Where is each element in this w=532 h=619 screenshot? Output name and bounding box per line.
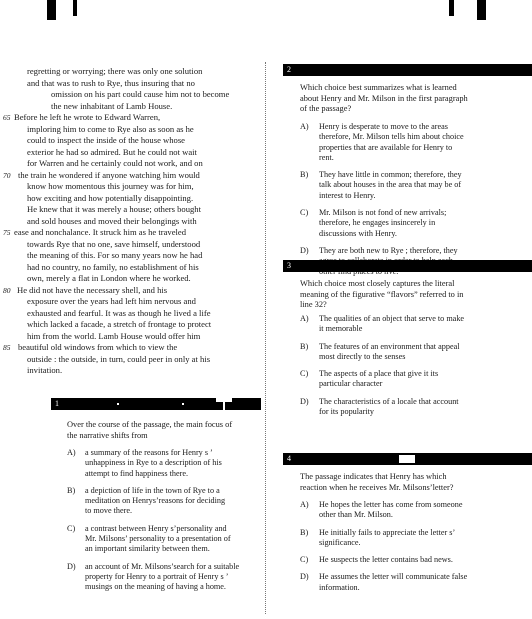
choice-text: Henry is desperate to move to the areas (319, 122, 448, 131)
passage-line (0, 296, 268, 308)
answer-choice-c[interactable] (300, 555, 515, 565)
answer-choice-c[interactable] (67, 524, 265, 555)
choice-text: The features of an environment that appeal (319, 341, 460, 351)
choice-text: talk about houses in the area that may be of (319, 180, 462, 190)
passage (0, 66, 268, 377)
choice-text: an account of Mr. Milsons’search for a suitable (85, 561, 240, 571)
line-number: 65 (3, 113, 11, 122)
question-number: 3 (287, 261, 291, 270)
passage-line (0, 101, 268, 113)
line-number: 70 (3, 170, 11, 180)
answer-choice-a[interactable] (300, 500, 515, 521)
choice-letter: D) (300, 396, 309, 406)
question-4-header (283, 453, 532, 465)
crop-mark (449, 0, 454, 16)
choice-letter: D) (67, 561, 76, 571)
crop-mark (477, 0, 486, 20)
choice-text: a summary of the reasons for Henry s ’ (85, 448, 213, 457)
passage-text: the new inhabitant of Lamb House. (51, 100, 173, 111)
passage-line (0, 319, 268, 331)
choice-text: property for Henry to a portrait of Henry s ’ (85, 571, 229, 581)
choice-text: He hopes the letter has come from someone (319, 500, 463, 509)
passage-line (0, 78, 268, 90)
choice-text: interest to Henry. (319, 190, 376, 200)
answer-choice-b[interactable] (300, 528, 515, 549)
passage-text: know how momentous this journey was for him, (27, 181, 194, 191)
choice-text: The characteristics of a locale that account (319, 396, 459, 406)
choice-text: They have little in common; therefore, they (319, 170, 462, 180)
question-number: 2 (287, 65, 291, 74)
choice-text: particular character (319, 379, 383, 389)
passage-line (0, 239, 268, 251)
choice-text: it memorable (319, 324, 363, 334)
choice-text: He suspects the letter contains bad news. (319, 555, 453, 565)
line-number: 85 (3, 343, 11, 352)
passage-text: towards Rye that no one, save himself, understood (27, 238, 201, 249)
choice-letter: D) (300, 572, 309, 582)
stem-line: of the passage? (300, 104, 352, 113)
answer-choice-a[interactable] (300, 314, 515, 335)
choice-text: significance. (319, 537, 361, 547)
answer-choice-b[interactable] (300, 170, 515, 201)
question-1-header (51, 398, 261, 410)
passage-line (0, 112, 268, 124)
choice-letter: B) (300, 341, 309, 351)
stem-line: The passage indicates that Henry has which (300, 472, 447, 481)
passage-text: and that was to rush to Rye, thus insuring that no (27, 77, 195, 88)
answer-choice-d[interactable] (300, 397, 515, 418)
choice-text: He initially fails to appreciate the letter s’ (319, 527, 456, 537)
choice-text: a contrast between Henry s’personality and (85, 523, 227, 533)
passage-text: how exciting and how potentially disappointing. (27, 192, 194, 203)
passage-text: invitation. (27, 365, 63, 375)
choice-text: discussions with Henry. (319, 228, 397, 238)
question-number: 4 (287, 454, 291, 463)
passage-text: outside : the outside, in turn, could peer in only at his (27, 353, 211, 364)
choice-text: other than Mr. Milson. (319, 510, 393, 520)
choice-text: attempt to find happiness there. (85, 468, 188, 478)
passage-line (0, 342, 268, 354)
choice-text: most directly to the senses (319, 351, 406, 361)
answer-choice-a[interactable] (300, 122, 515, 163)
passage-line (0, 181, 268, 193)
passage-line (0, 354, 268, 366)
answer-choice-c[interactable] (300, 208, 515, 239)
passage-text: the train he wondered if anyone watching him would (18, 169, 200, 180)
passage-line (0, 124, 268, 136)
passage-text: own, merely a flat in London where he worked. (27, 273, 191, 283)
passage-line (0, 331, 268, 343)
passage-text: Before he left he wrote to Edward Warren, (14, 112, 161, 122)
passage-line (0, 204, 268, 216)
passage-line (0, 135, 268, 147)
choice-text: to move there. (85, 506, 133, 516)
passage-line (0, 227, 268, 239)
passage-text: could to inspect the inside of the house whose (27, 135, 185, 145)
crop-mark (73, 0, 77, 16)
passage-line (0, 158, 268, 170)
stem-line: Which choice most closely captures the literal (300, 279, 455, 288)
choice-text: therefore, Mr. Milson tells him about choice (319, 132, 464, 142)
stem-line: Over the course of the passage, the main focus of (67, 420, 233, 429)
answer-choice-c[interactable] (300, 369, 515, 390)
passage-line (0, 250, 268, 262)
stem-line: reaction when he receives Mr. Milsons’letter? (300, 482, 454, 492)
choice-letter: C) (300, 555, 309, 565)
choice-text: information. (319, 582, 360, 592)
answer-choice-d[interactable] (67, 562, 265, 593)
passage-line (0, 66, 268, 78)
passage-line (0, 285, 268, 297)
choice-letter: A) (300, 122, 309, 131)
passage-text: him from the world. Lamb House would offer him (27, 330, 201, 341)
passage-text: which lacked a facade, a stretch of frontage to protect (27, 319, 212, 329)
choice-text: The aspects of a place that give it its (319, 369, 439, 379)
passage-text: had no country, no family, no establishment of his (27, 261, 199, 272)
choice-letter: A) (300, 314, 309, 323)
passage-text: and sold houses and moved their belongings with (27, 215, 197, 226)
question-1-stem (67, 420, 262, 441)
passage-line (0, 147, 268, 159)
passage-text: exterior he had so admired. But he could not wait (27, 146, 197, 157)
stem-line: meaning of the figurative “flavors” referred to in (300, 289, 464, 299)
choice-letter: A) (300, 500, 309, 509)
question-4-choices (300, 500, 515, 600)
passage-line (0, 308, 268, 320)
choice-text: properties that are available for Henry to (319, 142, 453, 152)
passage-text: the meaning of this. For so many years now he had (27, 250, 203, 260)
choice-text: They are both new to Rye ; therefore, they (319, 245, 458, 255)
choice-text: The qualities of an object that serve to make (319, 314, 465, 323)
passage-line (0, 262, 268, 274)
choice-text: musings on the meaning of having a home. (85, 582, 226, 592)
choice-text: meditation on Henrys’reasons for deciding (85, 496, 226, 506)
passage-line (0, 273, 268, 285)
answer-choice-a[interactable] (67, 448, 265, 479)
choice-text: for its popularity (319, 407, 375, 417)
passage-line (0, 89, 268, 101)
passage-line (0, 193, 268, 205)
choice-letter: B) (300, 527, 309, 537)
stem-line: Which choice best summarizes what is learned (300, 83, 457, 92)
passage-line (0, 216, 268, 228)
line-number: 80 (3, 285, 11, 295)
answer-choice-d[interactable] (300, 572, 515, 593)
passage-text: exhausted and fearful. It was as though he lived a life (27, 307, 211, 318)
choice-text: He assumes the letter will communicate false (319, 572, 468, 582)
stem-line: about Henry and Mr. Milson in the first paragraph (300, 93, 468, 103)
passage-text: regretting or worrying; there was only one solution (27, 66, 203, 76)
choice-text: rent. (319, 152, 334, 162)
choice-text: therefore, he engages insincerely in (319, 218, 436, 228)
choice-letter: C) (300, 369, 309, 379)
passage-text: exposure over the years had left him nervous and (27, 296, 196, 306)
choice-letter: D) (300, 245, 309, 255)
passage-text: He knew that it was merely a house; others bought (27, 204, 201, 214)
choice-text: Mr. Milsons’ personality to a presentation of (85, 534, 231, 544)
choice-letter: A) (67, 448, 76, 457)
question-3-choices (300, 314, 515, 424)
question-2-stem (300, 83, 515, 115)
choice-text: unhappiness in Rye to a description of his (85, 458, 222, 468)
choice-letter: B) (300, 170, 309, 180)
choice-text: Mr. Milson is not fond of new arrivals; (319, 208, 447, 218)
answer-choice-b[interactable] (300, 342, 515, 363)
stem-line: the narrative shifts from (67, 430, 148, 440)
question-3-stem (300, 279, 515, 311)
passage-text: beautiful old windows from which to view the (18, 342, 178, 352)
question-1-choices (67, 448, 265, 600)
passage-text: for Warren and he certainly could not work, and on (27, 158, 203, 168)
passage-line (0, 365, 268, 377)
passage-text: imploring him to come to Rye also as soon as he (27, 123, 194, 134)
choice-letter: C) (300, 208, 309, 218)
question-2-header (283, 64, 532, 76)
choice-text: a depiction of life in the town of Rye to a (85, 485, 220, 495)
passage-text: He did not have the necessary shell, and his (17, 284, 168, 295)
passage-text: omission on his part could cause him not to become (51, 89, 230, 99)
choice-letter: B) (67, 485, 76, 495)
passage-text: ease and nonchalance. It struck him as he traveled (14, 227, 187, 237)
crop-mark (47, 0, 56, 20)
question-3-header (283, 260, 532, 272)
choice-text: an important similarity between them. (85, 544, 210, 554)
question-4-stem (300, 472, 515, 493)
answer-choice-b[interactable] (67, 486, 265, 517)
passage-line (0, 170, 268, 182)
stem-line: line 32? (300, 300, 327, 309)
choice-letter: C) (67, 523, 76, 533)
line-number: 75 (3, 228, 11, 237)
question-number: 1 (55, 399, 59, 408)
